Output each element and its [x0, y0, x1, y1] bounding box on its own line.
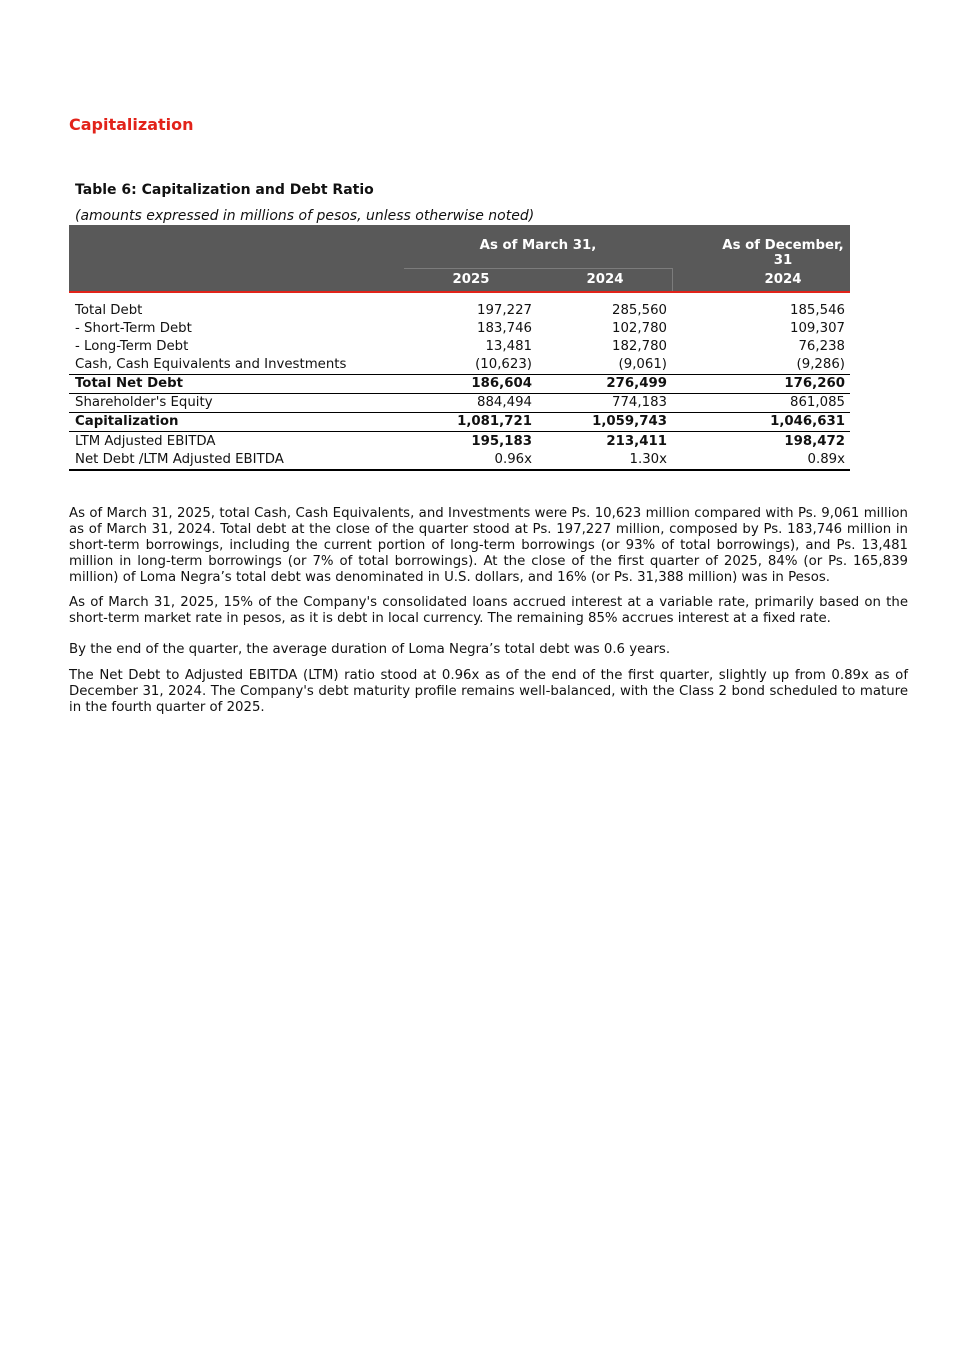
table-header-group-row	[69, 225, 850, 268]
header-col-march-2024: 2024	[538, 268, 672, 291]
value-march-2024: 102,780	[612, 321, 667, 336]
row-label: Net Debt /LTM Adjusted EBITDA	[75, 452, 284, 467]
table-row-total-net-debt	[69, 375, 850, 394]
value-march-2025: 13,481	[485, 339, 532, 354]
table-row-ltm-adjusted-ebitda	[69, 432, 850, 451]
table-row-total-debt	[69, 302, 850, 320]
header-march-group: As of March 31,	[479, 238, 597, 253]
value-march-2025: 195,183	[471, 433, 532, 449]
body-text	[69, 506, 908, 716]
paragraph-cash-and-debt: As of March 31, 2025, total Cash, Cash Equivalents, and Investments were Ps. 10,623 million compared with Ps. 9,061 million as of March 31, 2024. Total debt at the close of the quarter stood at Ps. 197,227 million, composed by Ps. 183,746 million in short-term borrowings, including the current portion of long-term borrowings (or 93% of total borrowings), and Ps. 13,481 million in long-term borrowings (or 7% of total borrowings). At the close of the first quarter of 2025, 84% (or Ps. 165,839 million) of Loma Negra’s total debt was denominated in U.S. dollars, and 16% (or Ps. 31,388 million) was in Pesos.	[69, 506, 908, 585]
value-march-2024: 1.30x	[629, 452, 667, 467]
value-december-2024: 185,546	[790, 303, 845, 318]
value-march-2025: 884,494	[477, 395, 532, 410]
value-march-2025: 197,227	[477, 303, 532, 318]
paragraph-interest-rates: As of March 31, 2025, 15% of the Company's consolidated loans accrued interest at a variable rate, primarily based on the short-term market rate in pesos, as it is debt in local currency. The remaining 85% accrues interest at a fixed rate.	[69, 595, 908, 626]
table-row-shareholders-equity	[69, 394, 850, 413]
value-march-2025: (10,623)	[475, 357, 532, 372]
row-label: LTM Adjusted EBITDA	[75, 433, 216, 449]
header-gap	[672, 225, 716, 268]
value-march-2025: 0.96x	[494, 452, 532, 467]
value-march-2024: 182,780	[612, 339, 667, 354]
paragraph-debt-duration: By the end of the quarter, the average duration of Loma Negra’s total debt was 0.6 years.	[69, 642, 671, 657]
table-row-short-term-debt	[69, 320, 850, 338]
value-march-2024: 774,183	[612, 395, 667, 410]
table-row-cash-equivalents	[69, 356, 850, 375]
value-march-2025: 1,081,721	[457, 414, 532, 429]
row-label: Capitalization	[75, 414, 179, 429]
value-march-2024: 276,499	[606, 376, 667, 391]
table-title: Table 6: Capitalization and Debt Ratio	[75, 182, 374, 198]
value-december-2024: 0.89x	[807, 452, 845, 467]
row-label: Total Net Debt	[75, 376, 184, 391]
table-header-year-row	[69, 268, 850, 293]
value-december-2024: (9,286)	[796, 357, 845, 372]
row-label: - Long-Term Debt	[75, 339, 189, 354]
value-december-2024: 109,307	[790, 321, 845, 336]
row-label: Shareholder's Equity	[75, 395, 213, 410]
header-empty-cell	[69, 225, 404, 268]
header-december-group: As of December, 31	[722, 238, 844, 268]
value-december-2024: 861,085	[790, 395, 845, 410]
header-col-march-2025: 2025	[404, 268, 538, 291]
value-december-2024: 76,238	[798, 339, 845, 354]
value-december-2024: 198,472	[784, 433, 845, 449]
header-gap	[672, 268, 716, 291]
row-label: Total Debt	[75, 303, 143, 318]
value-march-2024: 1,059,743	[592, 414, 667, 429]
value-march-2025: 186,604	[471, 376, 532, 391]
value-march-2024: 285,560	[612, 303, 667, 318]
table-row-long-term-debt	[69, 338, 850, 356]
table-subtitle: (amounts expressed in millions of pesos, unless otherwise noted)	[75, 208, 535, 224]
header-col-december-2024: 2024	[764, 272, 802, 287]
section-title: Capitalization	[69, 115, 194, 134]
paragraph-net-debt-ratio: The Net Debt to Adjusted EBITDA (LTM) ratio stood at 0.96x as of the end of the first quarter, slightly up from 0.89x as of December 31, 2024. The Company's debt maturity profile remains well-balanced, with the Class 2 bond scheduled to mature in the fourth quarter of 2025.	[69, 668, 908, 715]
value-march-2025: 183,746	[477, 321, 532, 336]
row-label: - Short-Term Debt	[75, 321, 192, 336]
value-march-2024: (9,061)	[618, 357, 667, 372]
table-row-capitalization	[69, 413, 850, 432]
header-empty-cell	[69, 268, 404, 291]
value-december-2024: 176,260	[784, 376, 845, 391]
table-row-net-debt-ebitda-ratio	[69, 451, 850, 471]
table-body	[69, 293, 850, 471]
row-label: Cash, Cash Equivalents and Investments	[75, 357, 347, 372]
value-december-2024: 1,046,631	[770, 414, 845, 429]
value-march-2024: 213,411	[606, 433, 667, 449]
capitalization-table	[69, 225, 850, 471]
